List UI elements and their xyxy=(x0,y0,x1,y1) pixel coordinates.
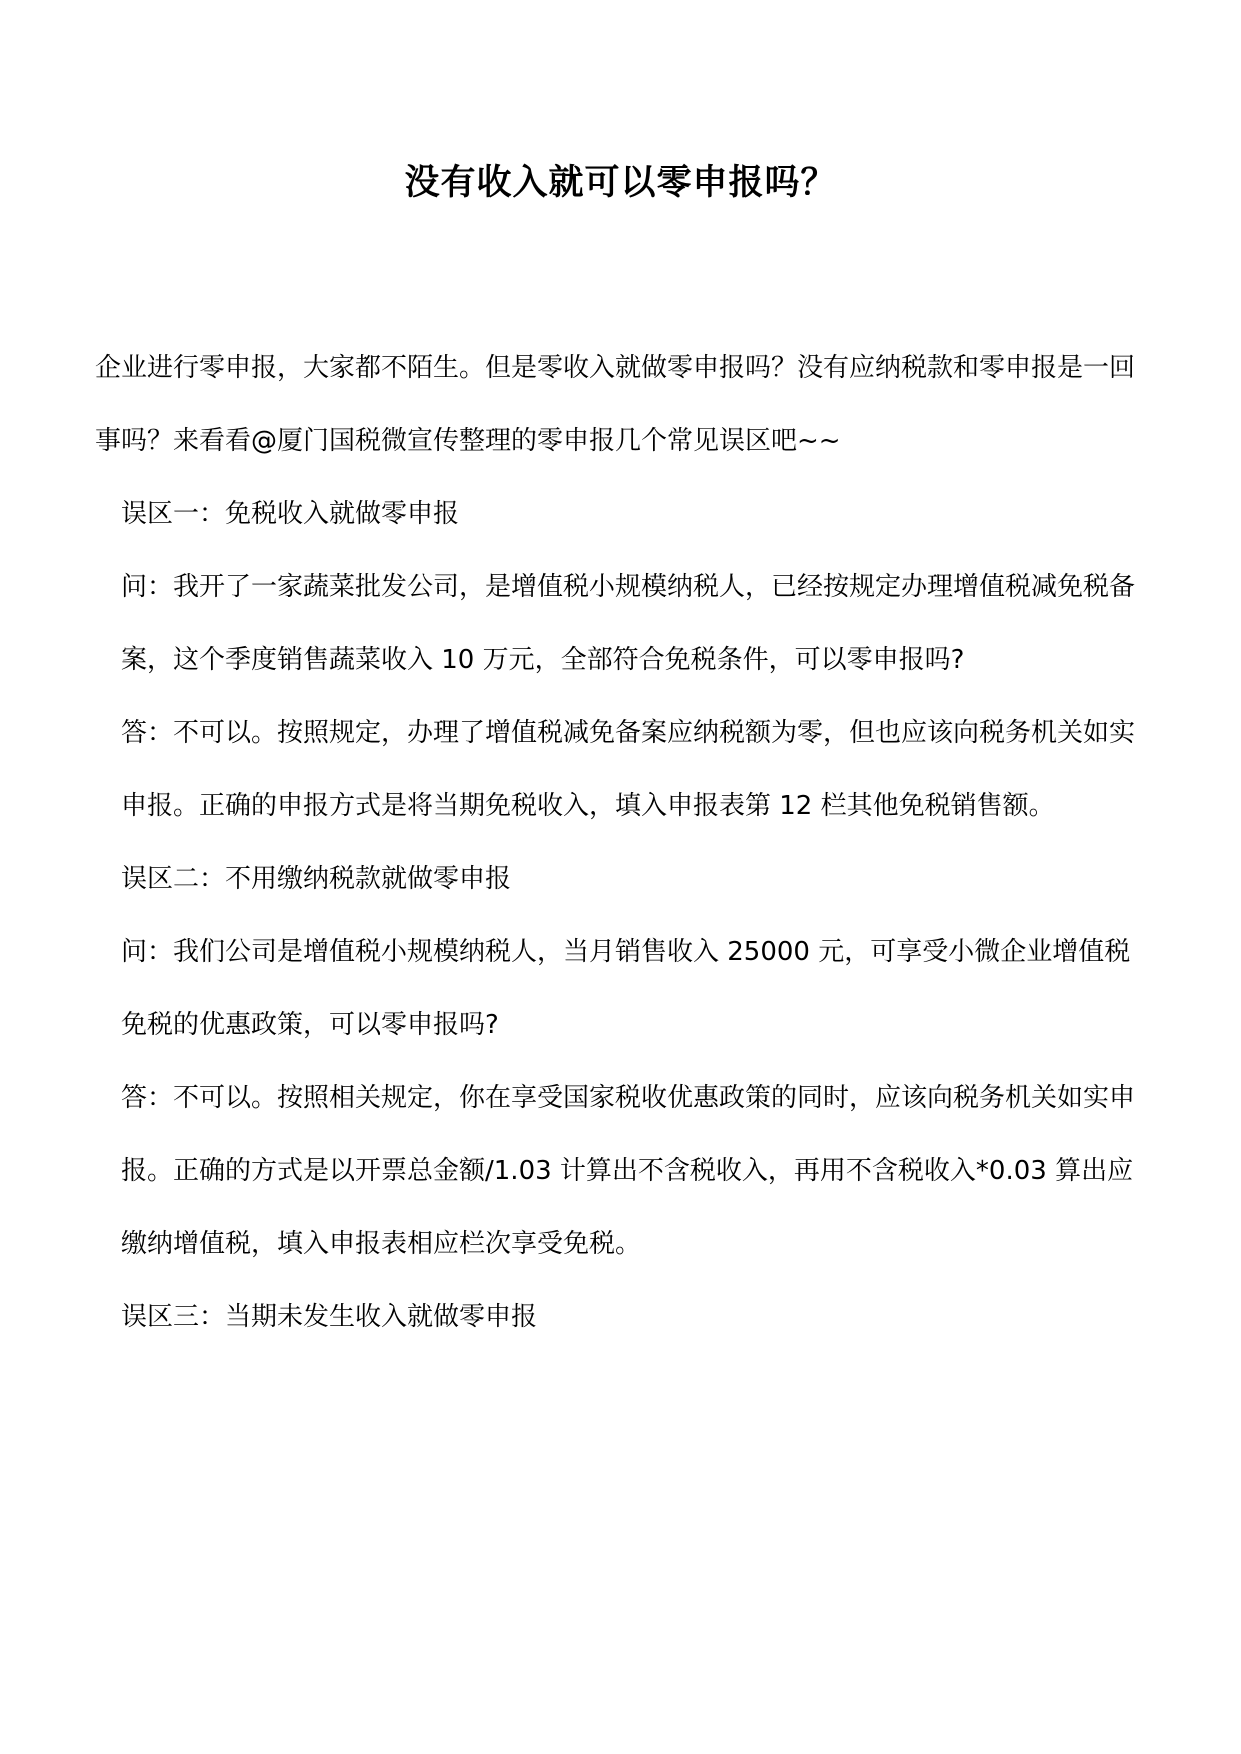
myth-1-heading: 误区一：免税收入就做零申报 xyxy=(121,499,460,529)
myth-3-heading: 误区三：当期未发生收入就做零申报 xyxy=(121,1302,538,1332)
intro-paragraph: 企业进行零申报，大家都不陌生。但是零收入就做零申报吗？没有应纳税款和零申报是一回事吗？来看看@厦门国税微宣传整理的零申报几个常见误区吧~~ xyxy=(95,353,1136,456)
document-body xyxy=(95,332,1147,1354)
myth-2-answer: 答：不可以。按照相关规定，你在享受国家税收优惠政策的同时，应该向税务机关如实申报。正确的方式是以开票总金额/1.03 计算出不含税收入，再用不含税收入*0.03 算出应缴纳增值税，填入申报表相应栏次享受免税。 xyxy=(121,1083,1136,1259)
document-title: 没有收入就可以零申报吗？ xyxy=(404,162,837,203)
myth-1-question: 问：我开了一家蔬菜批发公司，是增值税小规模纳税人，已经按规定办理增值税减免税备案，这个季度销售蔬菜收入 10 万元，全部符合免税条件，可以零申报吗? xyxy=(121,572,1136,675)
myth-2-heading: 误区二：不用缴纳税款就做零申报 xyxy=(121,864,512,894)
myth-1-answer: 答：不可以。按照规定，办理了增值税减免备案应纳税额为零，但也应该向税务机关如实申报。正确的申报方式是将当期免税收入，填入申报表第 12 栏其他免税销售额。 xyxy=(121,718,1136,821)
myth-2-question: 问：我们公司是增值税小规模纳税人，当月销售收入 25000 元，可享受小微企业增值税免税的优惠政策，可以零申报吗? xyxy=(121,937,1131,1040)
